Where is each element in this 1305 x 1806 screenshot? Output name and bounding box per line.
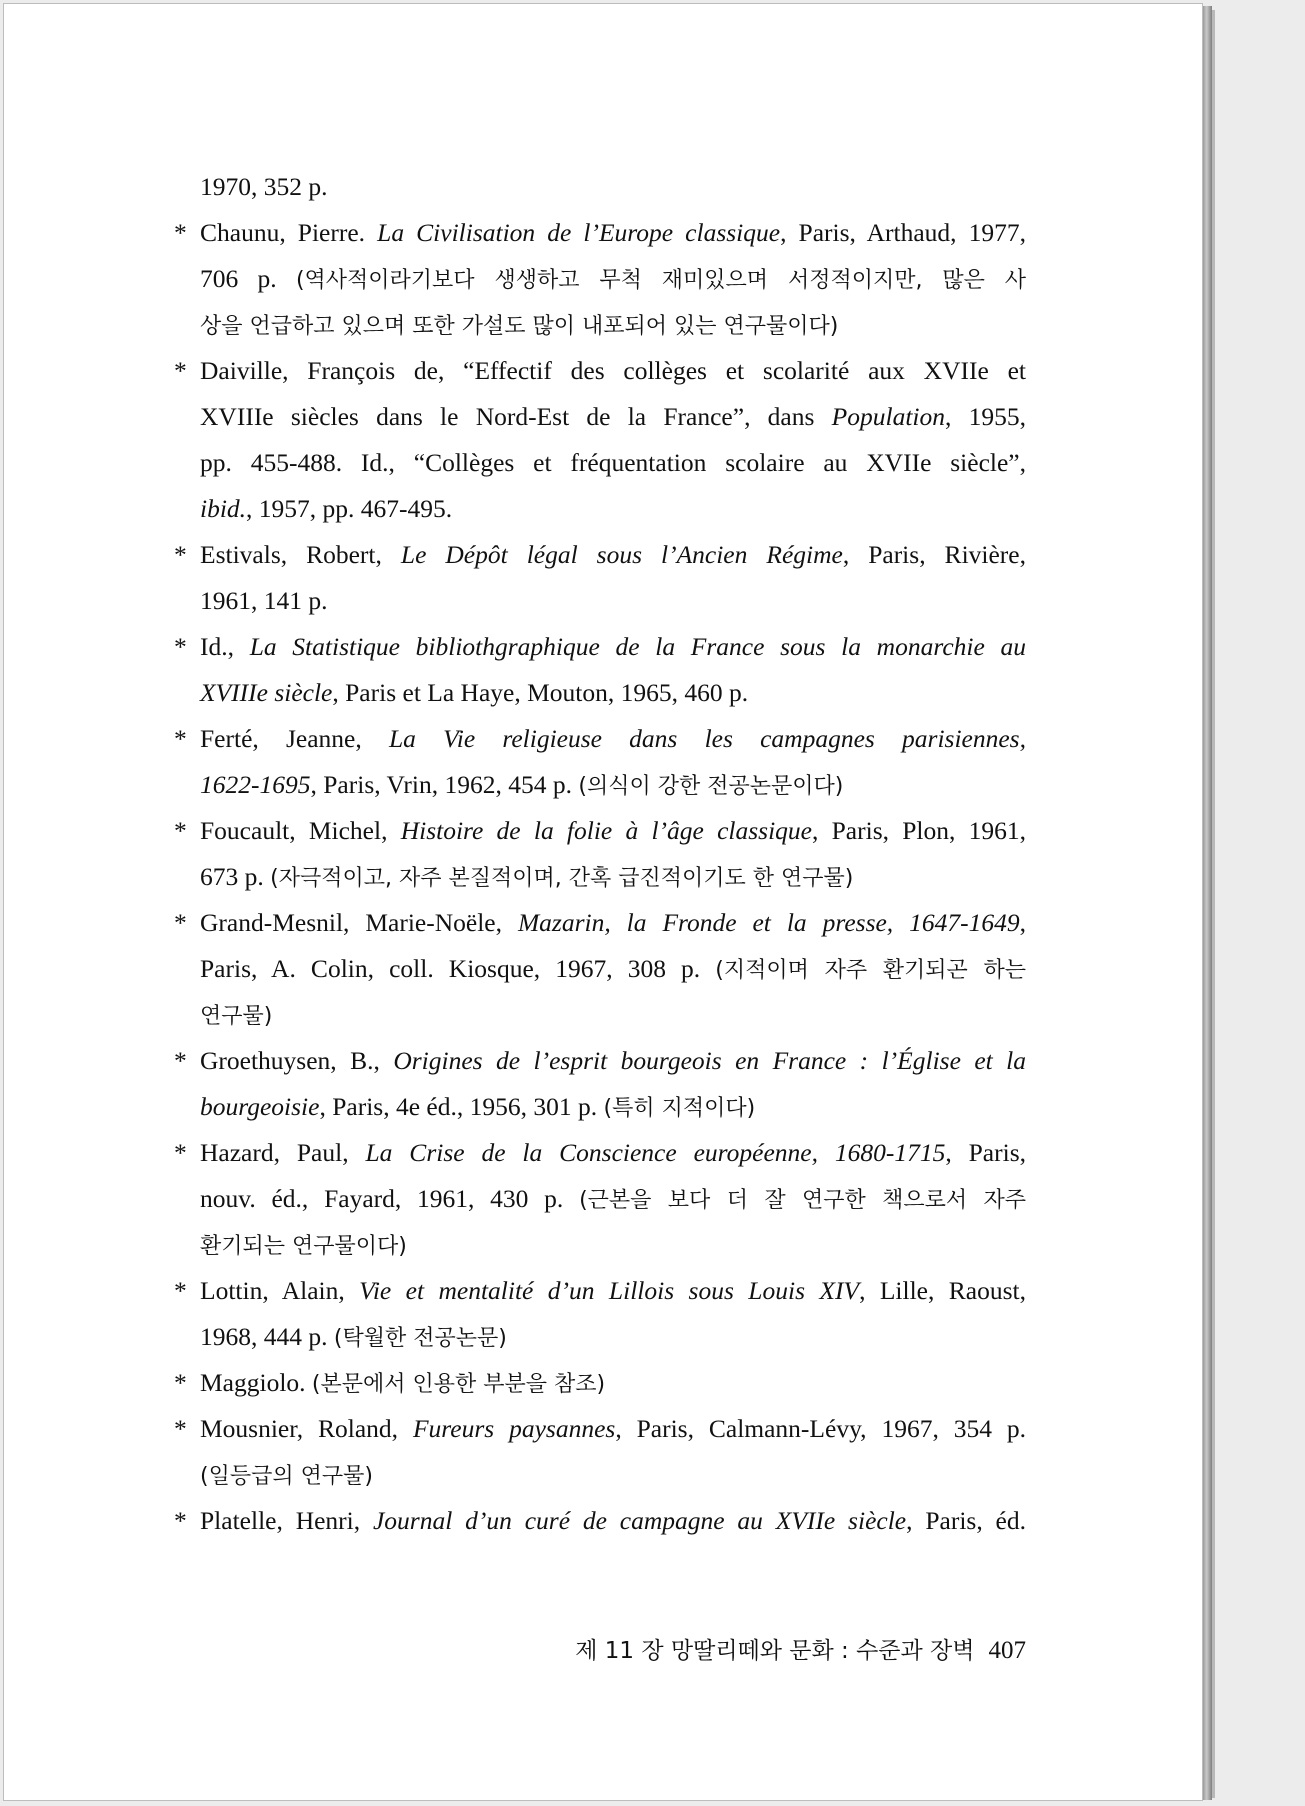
page-edge-line (1212, 10, 1215, 1798)
bibliography-list (170, 164, 1026, 1544)
bullet-star: * (174, 1276, 187, 1305)
text-line: XVIIIe siècle, Paris et La Haye, Mouton, 1965, 460 p. (200, 678, 749, 707)
text-line: 673 p. (자극적이고, 자주 본질적이며, 간혹 급진적이기도 한 연구물) (200, 862, 854, 891)
text-line: 환기되는 연구물이다) (200, 1234, 407, 1259)
bibliography-entry-groethuysen: * Groethuysen, B., Origines de l’esprit bourgeois en France : l’Église et la (170, 1038, 1026, 1084)
page-footer (170, 1632, 1026, 1665)
page-edge-shadow (1203, 6, 1212, 1800)
bibliography-entry-foucault: * Foucault, Michel, Histoire de la folie à l’âge classique, Paris, Plon, 1961, (170, 808, 1026, 854)
bibliography-entry-grand-mesnil: * Grand-Mesnil, Marie-Noële, Mazarin, la Fronde et la presse, 1647-1649, (170, 900, 1026, 946)
bullet-star: * (174, 218, 187, 247)
text-line: XVIIIe siècles dans le Nord-Est de la France”, dans Population, 1955, (200, 402, 1026, 431)
bullet-star: * (174, 1506, 187, 1535)
bibliography-entry-estivals: * Estivals, Robert, Le Dépôt légal sous l’Ancien Régime, Paris, Rivière, (170, 532, 1026, 578)
bibliography-entry-chaunu: * Chaunu, Pierre. La Civilisation de l’Europe classique, Paris, Arthaud, 1977, (170, 210, 1026, 256)
text-line: 연구물) (200, 1004, 273, 1029)
text-line: 1968, 444 p. (탁월한 전공논문) (200, 1322, 507, 1351)
text-line: 1970, 352 p. (200, 172, 328, 201)
bibliography-entry-hazard: * Hazard, Paul, La Crise de la Conscience européenne, 1680-1715, Paris, (170, 1130, 1026, 1176)
bullet-star: * (174, 724, 187, 753)
text-line: (일등급의 연구물) (200, 1464, 373, 1489)
text-line: nouv. éd., Fayard, 1961, 430 p. (근본을 보다 더 잘 연구한 책으로서 자주 (200, 1184, 1026, 1213)
bibliography-entry-daiville: * Daiville, François de, “Effectif des collèges et scolarité aux XVIIe et (170, 348, 1026, 394)
bullet-star: * (174, 1368, 187, 1397)
text-line: Paris, A. Colin, coll. Kiosque, 1967, 308 p. (지적이며 자주 환기되곤 하는 (200, 954, 1026, 983)
text-line: ibid., 1957, pp. 467-495. (200, 494, 453, 523)
bibliography-entry-id: * Id., La Statistique bibliothgraphique de la France sous la monarchie au (170, 624, 1026, 670)
bullet-star: * (174, 908, 187, 937)
text-line: 1622-1695, Paris, Vrin, 1962, 454 p. (의식이 강한 전공논문이다) (200, 770, 844, 799)
bullet-star: * (174, 816, 187, 845)
bibliography-entry-platelle: * Platelle, Henri, Journal d’un curé de campagne au XVIIe siècle, Paris, éd. (170, 1498, 1026, 1544)
running-header-chapter: 제 11 장 망딸리떼와 문화 : 수준과 장벽 (575, 1638, 975, 1664)
bullet-star: * (174, 540, 187, 569)
text-line: pp. 455-488. Id., “Collèges et fréquentation scolaire au XVIIe siècle”, (200, 448, 1026, 477)
bibliography-entry-lottin: * Lottin, Alain, Vie et mentalité d’un Lillois sous Louis XIV, Lille, Raoust, (170, 1268, 1026, 1314)
bibliography-entry-maggiolo: * Maggiolo. (본문에서 인용한 부분을 참조) (170, 1360, 1026, 1406)
page-number: 407 (988, 1637, 1026, 1664)
bullet-star: * (174, 1414, 187, 1443)
text-line: 1961, 141 p. (200, 586, 328, 615)
bibliography-entry-ferte: * Ferté, Jeanne, La Vie religieuse dans les campagnes parisiennes, (170, 716, 1026, 762)
text-line: bourgeoisie, Paris, 4e éd., 1956, 301 p. (특히 지적이다) (200, 1092, 756, 1121)
bullet-star: * (174, 632, 187, 661)
bibliography-entry-mousnier: * Mousnier, Roland, Fureurs paysannes, Paris, Calmann-Lévy, 1967, 354 p. (170, 1406, 1026, 1452)
text-line: 706 p. (역사적이라기보다 생생하고 무척 재미있으며 서정적이지만, 많은 사 (200, 264, 1026, 293)
bullet-star: * (174, 1138, 187, 1167)
text-line: 상을 언급하고 있으며 또한 가설도 많이 내포되어 있는 연구물이다) (200, 314, 839, 339)
bullet-star: * (174, 1046, 187, 1075)
bullet-star: * (174, 356, 187, 385)
